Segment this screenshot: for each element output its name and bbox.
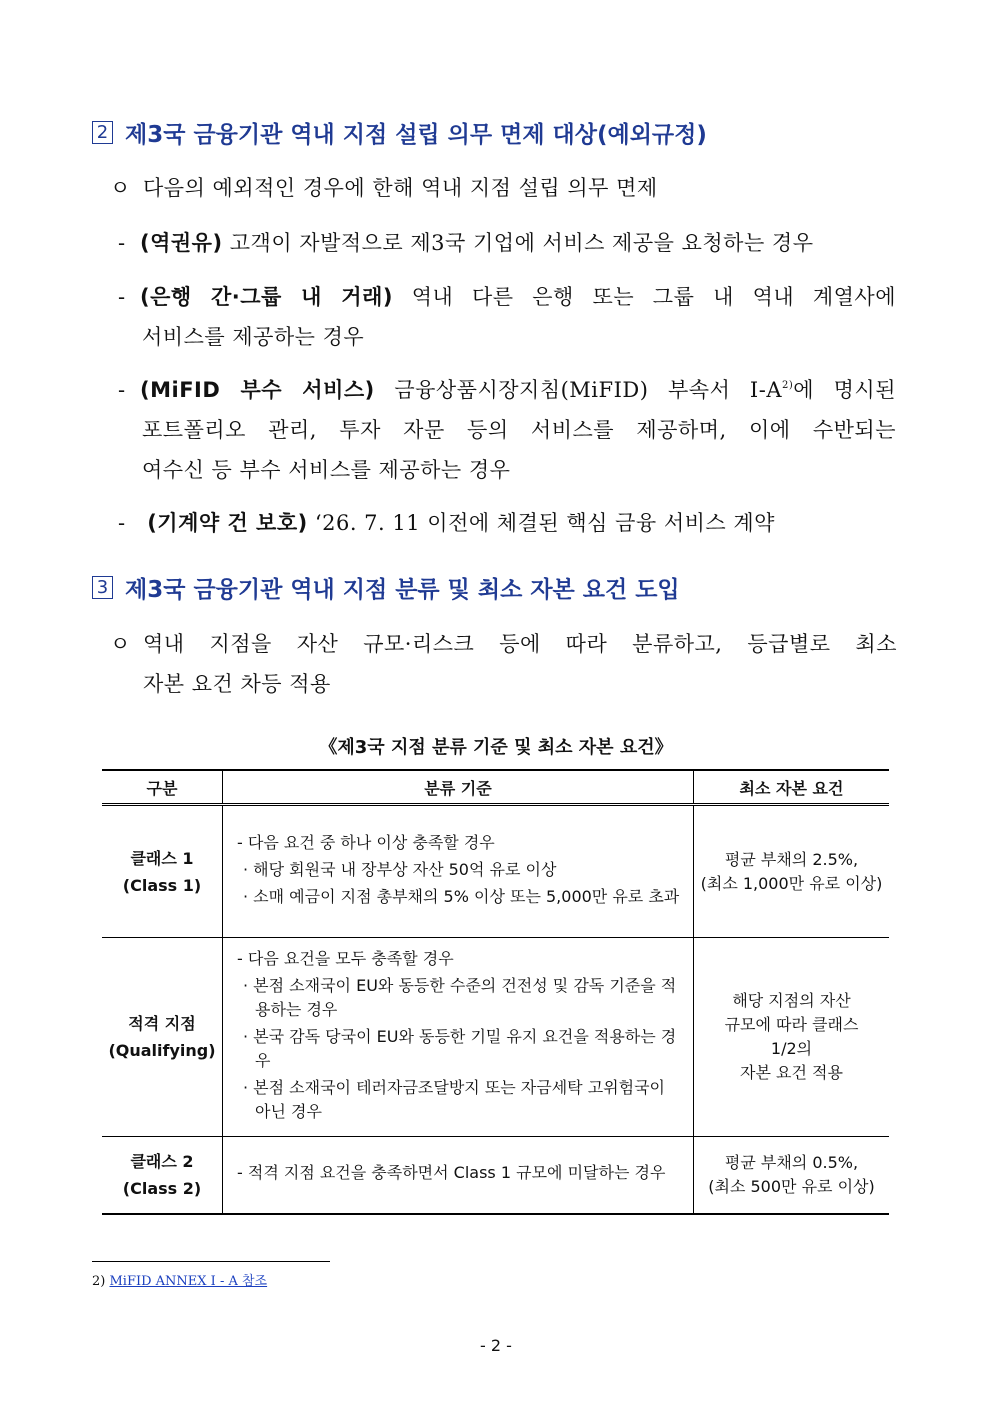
section-3-heading xyxy=(92,571,680,604)
section-number-box: 3 xyxy=(92,576,113,599)
bullet-mark: ㅇ xyxy=(110,176,131,200)
capital-line: (최소 1,000만 유로 이상) xyxy=(700,873,883,893)
criteria-cell xyxy=(223,1137,694,1214)
table-row xyxy=(102,805,889,938)
capital-cell xyxy=(694,805,890,938)
item-continuation: 여수신 등 부수 서비스를 제공하는 경우 xyxy=(142,458,511,482)
category-name-en: (Class 1) xyxy=(122,875,202,895)
item-text: 금융상품시장지침(MiFID) 부속서 I-A xyxy=(394,378,782,402)
section-3-title: 제3국 금융기관 역내 지점 분류 및 최소 자본 요건 도입 xyxy=(125,577,680,603)
header-capital: 최소 자본 요건 xyxy=(694,770,890,805)
section-3-bullet xyxy=(110,628,897,658)
exemption-item-reverse-solicitation: - (역권유) 고객이 자발적으로 제3국 기업에 서비스 제공을 요청하는 경우 xyxy=(118,231,814,255)
category-cell xyxy=(102,805,223,938)
capital-line: 해당 지점의 자산 xyxy=(732,991,851,1010)
criteria-item: · 본점 소재국이 EU와 동등한 수준의 건전성 및 감독 기준을 적용하는 경우 xyxy=(243,976,677,1019)
section-2-bullet xyxy=(110,172,658,202)
item-label: (은행 간·그룹 내 거래) xyxy=(140,285,393,309)
category-name-en: (Class 2) xyxy=(122,1178,202,1198)
branch-classification-table xyxy=(102,769,889,1215)
criteria-head: - 다음 요건을 모두 충족할 경우 xyxy=(237,949,454,968)
page-number: - 2 - xyxy=(480,1336,512,1355)
capital-line: 규모에 따라 클래스 xyxy=(724,1015,859,1034)
criteria-head: - 적격 지점 요건을 충족하면서 Class 1 규모에 미달하는 경우 xyxy=(237,1163,666,1183)
table-caption: 《제3국 지점 분류 기준 및 최소 자본 요건》 xyxy=(319,737,673,758)
footnote-ref: 2) xyxy=(782,380,794,391)
table-row xyxy=(102,938,889,1137)
capital-cell xyxy=(694,938,890,1137)
category-cell xyxy=(102,1137,223,1214)
category-name: 클래스 1 xyxy=(130,848,194,868)
exemption-item-mifid-ancillary: - (MiFID 부수 서비스) 금융상품시장지침(MiFID) 부속서 $I-A^{2)}$에 명시된 xyxy=(118,378,896,402)
criteria-item: · 소매 예금이 지점 총부채의 5% 이상 또는 5,000만 유로 초과 xyxy=(243,887,680,906)
exemption-item-grandfathering: - (기계약 건 보호) ‘26. 7. 11 이전에 체결된 핵심 금융 서비스 계약 xyxy=(118,511,775,535)
header-criteria: 분류 기준 xyxy=(223,770,694,805)
section-2-heading xyxy=(92,116,707,149)
category-name: 적격 지점 xyxy=(128,1014,196,1033)
exemption-item-intragroup: - (은행 간·그룹 내 거래) 역내 다른 은행 또는 그룹 내 역내 계열사에 xyxy=(118,285,896,309)
footnote xyxy=(92,1270,267,1289)
category-cell xyxy=(102,938,223,1137)
criteria-cell xyxy=(223,805,694,938)
category-name: 클래스 2 xyxy=(130,1151,194,1171)
item-text: ‘26. 7. 11 이전에 체결된 핵심 금융 서비스 계약 xyxy=(314,511,775,535)
table-header-row xyxy=(102,770,889,805)
item-text-b: 에 명시된 xyxy=(793,378,896,402)
bullet-continuation: 자본 요건 차등 적용 xyxy=(143,672,331,696)
item-text: 역내 다른 은행 또는 그룹 내 역내 계열사에 xyxy=(411,285,896,309)
category-name-en: (Qualifying) xyxy=(108,1041,216,1060)
capital-line: 자본 요건 적용 xyxy=(740,1063,843,1082)
footnote-divider xyxy=(92,1261,330,1262)
item-label: (역권유) xyxy=(140,231,223,255)
footnote-number: 2) xyxy=(92,1274,106,1289)
footnote-link[interactable]: MiFID ANNEX Ⅰ - A 참조 xyxy=(109,1274,268,1289)
header-category: 구분 xyxy=(102,770,223,805)
section-number-box: 2 xyxy=(92,121,113,144)
criteria-cell xyxy=(223,938,694,1137)
capital-line: (최소 500만 유로 이상) xyxy=(708,1176,875,1196)
criteria-item: · 본국 감독 당국이 EU와 동등한 기밀 유지 요건을 적용하는 경우 xyxy=(243,1027,677,1070)
capital-line: 평균 부채의 2.5%, xyxy=(724,849,859,869)
criteria-item: · 본점 소재국이 테러자금조달방지 또는 자금세탁 고위험국이 아닌 경우 xyxy=(243,1078,666,1121)
capital-line: 평균 부채의 0.5%, xyxy=(724,1152,859,1172)
item-continuation: 포트폴리오 관리, 투자 자문 등의 서비스를 제공하며, 이에 수반되는 xyxy=(142,418,896,442)
capital-cell xyxy=(694,1137,890,1214)
item-label: (기계약 건 보호) xyxy=(147,511,308,535)
criteria-head: - 다음 요건 중 하나 이상 충족할 경우 xyxy=(237,833,495,852)
capital-line: 1/2의 xyxy=(770,1039,813,1058)
item-continuation: 서비스를 제공하는 경우 xyxy=(142,325,365,349)
item-label: (MiFID 부수 서비스) xyxy=(140,378,375,402)
bullet-text: 다음의 예외적인 경우에 한해 역내 지점 설립 의무 면제 xyxy=(143,176,658,200)
bullet-text: 역내 지점을 자산 규모·리스크 등에 따라 분류하고, 등급별로 최소 xyxy=(143,632,897,656)
item-text: 고객이 자발적으로 제3국 기업에 서비스 제공을 요청하는 경우 xyxy=(229,231,814,255)
table-row xyxy=(102,1137,889,1214)
criteria-item: · 해당 회원국 내 장부상 자산 50억 유로 이상 xyxy=(243,860,557,879)
bullet-mark: ㅇ xyxy=(110,632,131,656)
section-2-title: 제3국 금융기관 역내 지점 설립 의무 면제 대상(예외규정) xyxy=(125,122,707,148)
